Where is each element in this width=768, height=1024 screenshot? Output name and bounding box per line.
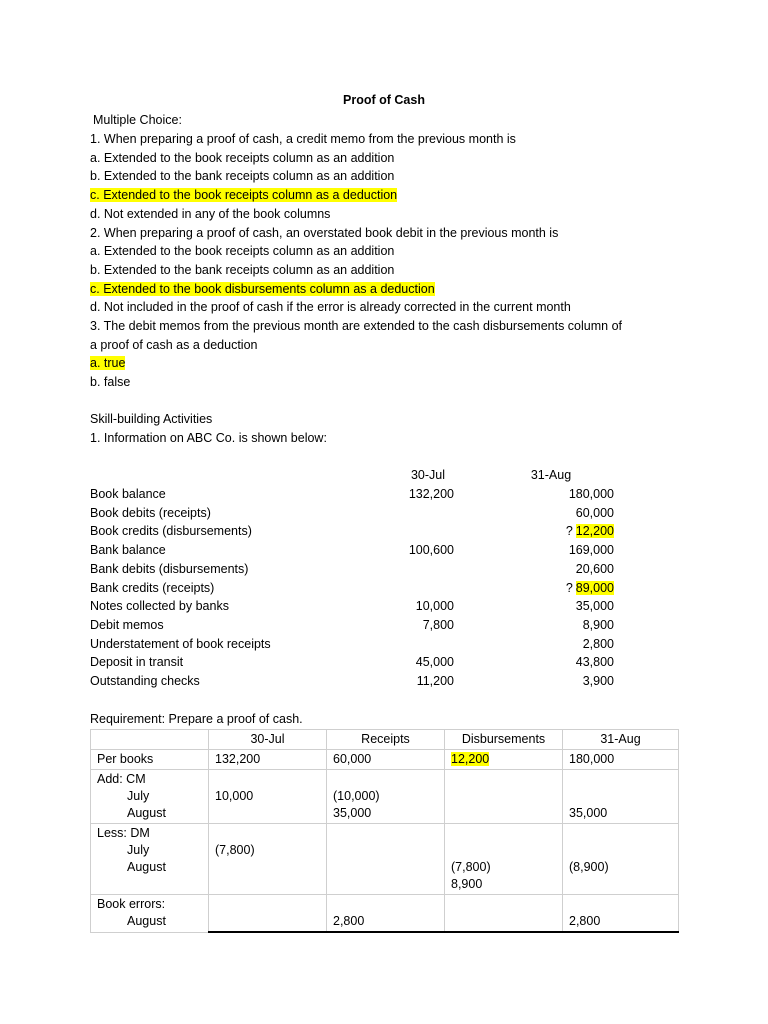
cell-value: 35,000 [569,806,608,820]
highlighted-answer: a. true [90,356,126,370]
cell-value: (8,900) [569,860,609,874]
row-label-text: Add: CM [97,772,146,786]
table-row [91,750,679,770]
info-aug-cell [520,673,614,689]
table-row [91,895,679,933]
header-cell [91,730,209,750]
info-label: Bank debits (disbursements) [90,562,249,576]
row-label [91,895,209,933]
cell-aug [563,770,679,824]
mc-line [90,168,394,184]
cell-value: 2,800 [569,914,601,928]
header-cell: 30-Jul [209,730,327,750]
mc-line-text: d. Not included in the proof of cash if the error is already corrected in the current month [90,300,571,314]
mc-line-text: b. Extended to the bank receipts column as an addition [90,263,395,277]
cell-value: (10,000) [333,789,380,803]
unknown-marker: ? [565,524,573,538]
info-aug-cell [520,486,614,502]
cell-aug [563,895,679,933]
info-row [0,542,768,560]
info-label: Book credits (disbursements) [90,524,252,538]
cell-aug [563,824,679,895]
mc-line-text: a. Extended to the book receipts column as an addition [90,244,395,258]
info-jul-value: 132,200 [408,487,454,501]
info-aug-cell [520,580,614,596]
mc-line-text: 3. The debit memos from the previous month are extended to the cash disbursements column of [90,319,622,333]
info-label: Understatement of book receipts [90,637,271,651]
cell-receipts [327,824,445,895]
row-sub-label: August [127,914,166,928]
info-label: Bank credits (receipts) [90,581,215,595]
mc-line [90,206,330,222]
row-label-text: Less: DM [97,826,150,840]
cell-value: 2,800 [333,914,365,928]
mc-line-text: 1. When preparing a proof of cash, a credit memo from the previous month is [90,132,516,146]
page-title: Proof of Cash [343,93,425,107]
row-sub-label: August [127,860,166,874]
mc-line [90,225,558,241]
cell-receipts: 60,000 [327,750,445,770]
mc-line [90,187,397,203]
row-label: Per books [91,750,209,770]
highlighted-value: 89,000 [575,581,614,595]
highlighted-answer: c. Extended to the book disbursements column as a deduction [90,282,435,296]
highlighted-value: 12,200 [575,524,614,538]
mc-line-text: 2. When preparing a proof of cash, an overstated book debit in the previous month is [90,226,559,240]
cell-value: 35,000 [333,806,372,820]
info-jul-value: 11,200 [416,674,454,688]
info-aug-value: 20,600 [575,562,614,576]
info-col-jul: 30-Jul [410,468,445,482]
info-col-aug: 31-Aug [530,468,572,482]
mc-line-text: d. Not extended in any of the book columns [90,207,331,221]
skill-heading: Skill-building Activities [90,412,213,426]
info-aug-cell [520,636,614,652]
cell-value: 10,000 [215,789,254,803]
mc-line [90,374,130,390]
info-row [0,617,768,635]
info-label: Outstanding checks [90,674,200,688]
row-label [91,824,209,895]
info-row [0,486,768,504]
row-label-text: Book errors: [97,897,166,911]
info-aug-cell [520,654,614,670]
row-sub-label: July [127,789,150,803]
mc-line [90,299,571,315]
skill-intro: 1. Information on ABC Co. is shown below: [90,431,327,445]
cell-disbursements [445,750,563,770]
info-jul-value: 10,000 [415,599,454,613]
mc-line [90,243,394,259]
cell-jul [209,824,327,895]
info-aug-cell [520,523,614,539]
info-row [0,654,768,672]
info-aug-value: 3,900 [582,674,614,688]
info-jul-value: 100,600 [408,543,454,557]
cell-disbursements [445,770,563,824]
row-sub-label: August [127,806,166,820]
info-row [0,580,768,598]
header-cell: Receipts [327,730,445,750]
cell-jul: 132,200 [209,750,327,770]
info-row [0,561,768,579]
info-aug-value: 43,800 [575,655,614,669]
highlighted-value: 12,200 [451,752,490,766]
info-aug-value: 35,000 [575,599,614,613]
mc-line-text: a proof of cash as a deduction [90,338,258,352]
requirement-text: Requirement: Prepare a proof of cash. [90,712,303,726]
table-row [91,770,679,824]
header-cell: 31-Aug [563,730,679,750]
info-aug-cell [520,505,614,521]
info-label: Book balance [90,487,166,501]
info-row [0,523,768,541]
mc-line-text: a. Extended to the book receipts column as an addition [90,151,395,165]
info-aug-cell [520,561,614,577]
proof-of-cash-table [90,729,679,933]
info-aug-cell [520,598,614,614]
mc-line-text: b. Extended to the bank receipts column as an addition [90,169,395,183]
info-header-row [0,467,768,485]
cell-jul [209,895,327,933]
info-aug-value: 180,000 [568,487,614,501]
info-aug-value: 2,800 [582,637,614,651]
cell-value: (7,800) [451,860,491,874]
mc-line [90,131,516,147]
cell-receipts [327,895,445,933]
info-row [0,505,768,523]
info-jul-value: 7,800 [422,618,454,632]
info-aug-value: 60,000 [575,506,614,520]
info-jul-value: 45,000 [415,655,454,669]
cell-aug: 180,000 [563,750,679,770]
row-sub-label: July [127,843,150,857]
info-label: Deposit in transit [90,655,184,669]
unknown-marker: ? [565,581,573,595]
cell-value: (7,800) [215,843,255,857]
row-label [91,770,209,824]
info-label: Debit memos [90,618,164,632]
cell-receipts [327,770,445,824]
mc-line [90,318,622,334]
info-aug-cell [520,617,614,633]
info-row [0,636,768,654]
table-row [91,824,679,895]
info-label: Book debits (receipts) [90,506,211,520]
mc-line [90,150,394,166]
table-header-row [91,730,679,750]
header-cell: Disbursements [445,730,563,750]
mc-line [90,281,435,297]
info-row [0,673,768,691]
mc-line [90,355,125,371]
info-aug-value: 8,900 [582,618,614,632]
info-aug-value: 169,000 [568,543,614,557]
info-label: Notes collected by banks [90,599,229,613]
info-aug-cell [520,542,614,558]
cell-disbursements [445,824,563,895]
mc-heading: Multiple Choice: [93,113,182,127]
mc-line [90,262,394,278]
mc-line-text: b. false [90,375,131,389]
cell-value: 8,900 [451,877,483,891]
info-label: Bank balance [90,543,166,557]
cell-jul [209,770,327,824]
mc-line [90,337,257,353]
cell-disbursements [445,895,563,933]
info-row [0,598,768,616]
highlighted-answer: c. Extended to the book receipts column as a deduction [90,188,398,202]
